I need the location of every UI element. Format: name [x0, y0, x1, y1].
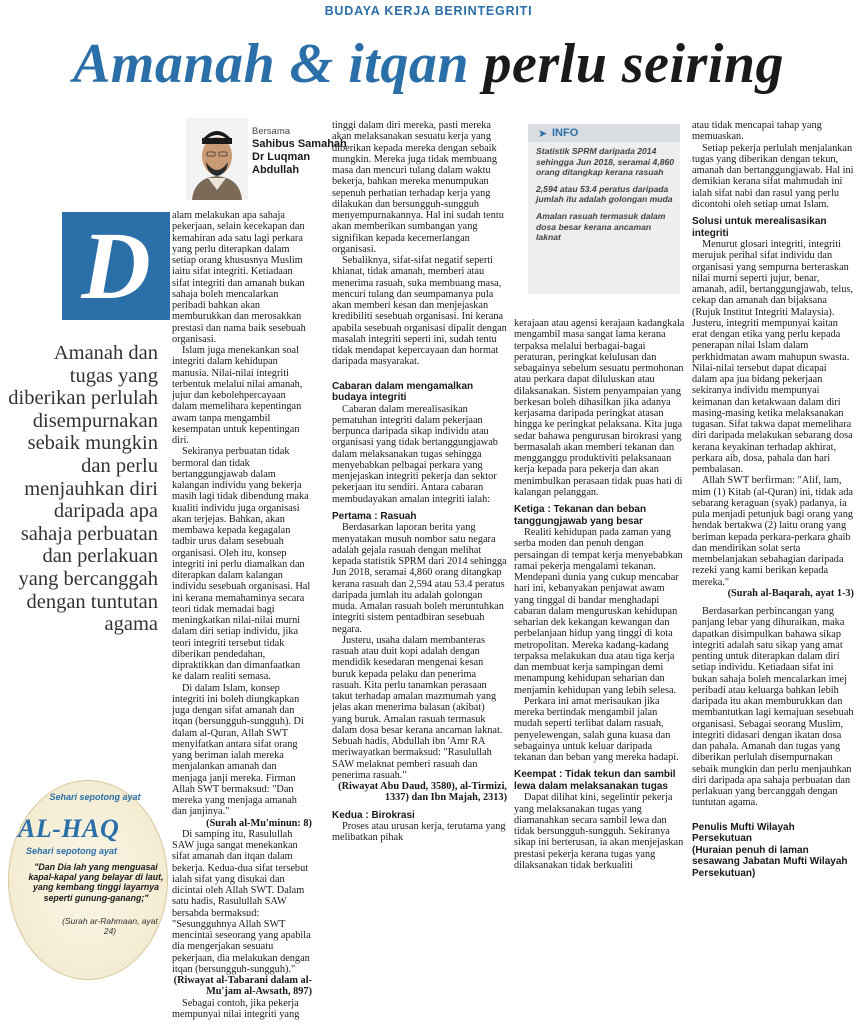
- paragraph: atau tidak mencapai tahap yang memuaskan.: [692, 120, 822, 143]
- byline-name-1: Sahibus Samahah: [252, 138, 347, 150]
- info-title: INFO: [552, 127, 579, 139]
- paragraph: Perkara ini amat merisaukan jika mereka bertindak mengambil jalan mudah seperti terlibat dalam rasuah, penyelewengan, salah guna kuasa dan sebagainya untuk keluar daripada tekanan dan beban yang mereka hadapi.: [514, 695, 679, 763]
- subheading: Pertama : Rasuah: [332, 510, 417, 522]
- paragraph: tinggi dalam diri mereka, pasti mereka akan melaksanakan sesuatu kerja yang diberikan kepada mereka dengan sebaik mungkin. Mereka juga tidak membuang masa dan mencuri tulang dalam waktu bekerja, bahkan mereka menumpukan sepenuh perhatian terhadap kerja yang dilakukan dan bersungguh-sungguh menyempurnakannya. Hal ini sudah tentu akan memberikan sumbangan yang signifikan kepada kecemerlangan organisasi.: [332, 120, 504, 255]
- al-haq-badge: [0, 770, 172, 982]
- subheading: Cabaran dalam mengamalkan budaya integriti: [332, 380, 474, 403]
- paragraph: Berdasarkan laporan berita yang menyatakan musuh nombor satu negara adalah gejala rasuah dengan melihat kepada statistik SPRM dari 2014 sehingga Jun 2018, seramai 4,860 orang ditangkap kerana rasuah dan 2,594 atau 53.4 peratus daripada jumlah itu adalah golongan muda. Amalan rasuah boleh meruntuhkan integriti sistem pentadbiran sesebuah negara.: [332, 522, 507, 635]
- paragraph: Allah SWT berfirman: "Alif, lam, mim (1) Kitab (al-Quran) ini, tidak ada sebarang keraguan (syak) padanya, ia pula menjadi petunjuk bagi orang yang hendak bertakwa (2) laitu orang yang beriman kepada perkara-perkara ghaib dan mendirikan solat serta membelanjakan sebahagian daripada rezeki yang kami berikan kepada mereka.": [692, 475, 853, 588]
- info-item: Amalan rasuah termasuk dalam dosa besar kerana ancaman laknat: [536, 210, 666, 243]
- info-header: [528, 124, 680, 142]
- section-kicker: BUDAYA KERJA BERINTEGRITI: [324, 4, 533, 18]
- info-arrow-icon: ➤: [538, 127, 548, 140]
- citation: (Surah al-Baqarah, ayat 1-3): [727, 587, 854, 599]
- byline-label: Bersama: [252, 126, 291, 137]
- citation: (Riwayat al-Tabarani dalam al-Mu'jam al-Awsath, 897): [173, 975, 312, 998]
- paragraph: Realiti kehidupan pada zaman yang serba moden dan penuh dengan persaingan di tempat kerja menyebabkan ramai pekerja mengalami tekanan. Mendepani dunia yang cukup mencabar hari ini, kebanyakan penjawat awam yang tinggal di bandar menghadapi cabaran dalam menguruskan kehidupan seharian dek kekangan kewangan dan perbelanjaan hidup yang tinggi di kota metropolitan. Mereka kadang-kadang terpaksa melakukan dua atau tiga kerja dan membuat kerja sampingan demi menampung kehidupan seharian dan menjamin kehidupan yang lebih selesa.: [514, 527, 683, 696]
- headline-part-2: perlu seiring: [483, 33, 785, 95]
- paragraph: Di samping itu, Rasulullah SAW juga sangat menekankan sifat amanah dan itqan dalam bekerja. Kedua-dua sifat tersebut ialah sifat yang disukai dan dicintai oleh Allah SWT. Dalam satu hadis, Rasulullah SAW bersabda bermaksud: "Sesungguhnya Allah SWT mencintai seseorang yang apabila dia mengerjakan sesuatu pekerjaan, dia melakukan dengan itqan (bersungguh-sungguh).": [172, 828, 311, 975]
- article-column-3: [514, 318, 686, 1020]
- badge-verse: "Dan Dia lah yang menguasai kapal-kapal yang belayar di laut, yang kembang tinggi layarnya seperti gunung-ganang;": [28, 862, 164, 903]
- author-note: (Huraian penuh di laman sesawang Jabatan Mufti Wilayah Persekutuan): [692, 844, 848, 879]
- byline-name-3: Abdullah: [252, 164, 300, 176]
- author-photo: [186, 118, 248, 200]
- paragraph: Sekiranya perbuatan tidak bermoral dan tidak bertanggungjawab dalam kalangan individu yang bekerja masih lagi tidak dibendung maka kualiti individu juga organisasi akan terjejas. Bahkan, akan membawa kepada kegagalan tadbir urus dalam sesebuah organisasi. Oleh itu, konsep integriti ini perlu diamalkan dan diterapkan dalam kalangan individu sesebuah organisasi. Hal ini kerana memahaminya secara teori tidak memadai bagi meningkatkan nilai-nilai murni dalam diri setiap individu, jika teori integriti tersebut tidak diberikan pendedahan, dipraktikkan dan dimanfaatkan ke dalam realiti semasa.: [172, 446, 311, 683]
- info-box: [528, 124, 680, 294]
- paragraph: Justeru, usaha dalam membanteras rasuah atau duit kopi adalah dengan mendidik kesedaran mengenai kesan buruk kepada pelaku dan penerima rasuah. Kita perlu tanamkan perasaan takut terhadap amalan mazmumah yang jelas akan menerima balasan (akibat) yang buruk. Amalan rasuah termasuk dalam dosa besar kerana ancaman laknat. Sebuah hadis, Abdullah ibn 'Amr RA meriwayatkan bermaksud: "Rasulullah SAW melaknat pemberi rasuah dan penerima rasuah.": [332, 634, 503, 781]
- byline-name-2: Dr Luqman: [252, 151, 311, 163]
- paragraph: Di dalam Islam, konsep integriti ini boleh diungkapkan juga dengan sifat amanah dan itqan (bersungguh-sungguh). Di dalam al-Quran, Allah SWT menyifatkan antara sifat orang yang beriman ialah mereka menjalankan amanah dan menjaga janji mereka. Firman Allah SWT bermaksud: "Dan mereka yang menjaga amanah dan janjinya.": [172, 682, 304, 818]
- citation: (Riwayat Abu Daud, 3580), al-Tirmizi, 1337) dan Ibn Majah, 2313): [338, 781, 507, 804]
- paragraph: kerajaan atau agensi kerajaan kadangkala mengambil masa sangat lama kerana terpaksa melalui berbagai-bagai peraturan, peringkat kelulusan dan sebagainya sebelum sesuatu permohonan atau perkara dapat diluluskan atau dilaksanakan. Sistem penyampaian yang berkesan boleh dihasilkan jika adanya kerjasama daripada peringkat atasan hingga ke peringkat pelaksana. Kita juga sedar bahawa pengurusan birokrasi yang bermasalah akan memberi tekanan dan mengganggu produktiviti pelaksanaan kerja kepada para pekerja dan akan menimbulkan perasaan tidak puas hati di kalangan pelanggan.: [514, 318, 685, 498]
- badge-tagline: Sehari sepotong ayat: [26, 846, 118, 856]
- paragraph: Menurut glosari integriti, integriti merujuk perihal sifat individu dan organisasi yang sempurna berteraskan nilai murni seperti jujur, benar, amanah, adil, bertanggungjawab, telus, cekap dan amanah dan bijaksana (Rujuk Institut Integriti Malaysia). Justeru, integriti mempunyai kaitan erat dengan etika yang perlu kepada penerapan nilai Islam dalam perkhidmatan awam mahupun swasta. Nilai-nilai tersebut dapat dicapai dalam apa jua bidang pekerjaan sekiranya individu mempunyai keimanan dan ketakwaan dalam diri masing-masing ketika melaksanakan tugasan. Sifat takwa dapat memelihara diri daripada melakukan sebarang dosa kerana keyakinan terhadap akhirat, perkara aib, dosa, pahala dan hari pembalasan.: [692, 239, 853, 475]
- info-item: 2,594 atau 53.4 peratus daripada jumlah itu adalah golongan muda: [536, 183, 673, 205]
- badge-source: (Surah ar-Rahmaan, ayat 24): [62, 916, 158, 936]
- info-item: Statistik SPRM daripada 2014 sehingga Jun 2018, seramai 4,860 orang ditangkap kerana rasuah: [536, 146, 675, 178]
- drop-cap: D: [62, 212, 170, 320]
- paragraph: Cabaran dalam merealisasikan pematuhan integriti dalam pekerjaan berpunca daripada sikap individu atau organisasi yang tidak bertanggungjawab dalam melaksanakan tugas sehingga menyebabkan pelbagai perkara yang menjejaskan integriti pekerja dan sektor pekerjaan itu sendiri. Antara cabaran membudayakan amalan integriti ialah:: [332, 403, 498, 505]
- article-column-4: [692, 120, 854, 1020]
- article-column-1: [172, 210, 312, 1020]
- paragraph: alam melakukan apa sahaja pekerjaan, selain kecekapan dan kemahiran ada satu lagi perkara yang perlu diterapkan dalam setiap orang khususnya Muslim iaitu sifat integriti. Ketiadaan sifat integriti dan amanah bukan sahaja boleh mencalarkan peribadi bahkan akan memburukkan dan merosakkan prestasi dan nama baik sesebuah organisasi.: [172, 210, 306, 345]
- citation: (Surah al-Mu'minun: 8): [206, 817, 312, 829]
- info-body: [536, 146, 676, 249]
- pull-quote: Amanah dan tugas yang diberikan perlulah disempurnakan sebaik mungkin dan perlu menjauhkan diri daripada apa sahaja perbuatan dan perlakuan yang bercanggah dengan tuntutan agama: [8, 342, 158, 636]
- author-credit: Penulis Mufti Wilayah Persekutuan: [692, 821, 795, 844]
- paragraph: Sebagai contoh, jika pekerja mempunyai nilai integriti yang: [172, 997, 300, 1020]
- badge-arc-text: Sehari sepotong ayat: [49, 792, 141, 802]
- subheading: Keempat : Tidak tekun dan sambil lewa dalam melaksanakan tugas: [514, 769, 676, 792]
- badge-title: AL-HAQ: [18, 814, 120, 843]
- subheading: Solusi untuk merealisasikan integriti: [692, 216, 827, 239]
- paragraph: Setiap pekerja perlulah menjalankan tugas yang diberikan dengan tekun, amanah dan bertanggungjawab. Hal ini demikian kerana sifat mahmudah ini ialah sifat nabi dan rasul yang perlu dicontohi oleh setiap umat Islam.: [692, 142, 854, 210]
- paragraph: Berdasarkan perbincangan yang panjang lebar yang dihuraikan, maka dapatkan disimpulkan bahawa sikap integriti adalah satu sikap yang amat penting untuk diterapkan dalam diri setiap individu. Ketiadaan sifat ini bukan sahaja boleh mencalarkan imej peribadi atau keluarga bahkan lebih daripada itu akan memburukkan dan membantutkan lagi kemajuan sesebuah organisasi. Sebagai seorang Muslim, integriti didasari dengan ikatan dosa dan pahala. Amanah dan tugas yang diberikan perlulah disempurnakan sebaik mungkin dan perlu menjauhkan diri daripada apa sahaja perbuatan dan perlakuan yang bercanggah dengan tuntutan agama.: [692, 606, 854, 809]
- paragraph: Proses atau urusan kerja, terutama yang melibatkan pihak: [332, 821, 506, 844]
- headline-part-1: Amanah & itqan: [72, 33, 469, 95]
- paragraph: Sebaliknya, sifat-sifat negatif seperti khianat, tidak amanah, memberi atau menerima rasuah, suka membuang masa, mencuri tulang dan seumpamanya pula akan memberi kesan dan menjejaskan kredibiliti sesebuah organisasi. Ini kerana apabila sesebuah organisasi dipalit dengan masalah integriti seperti ini, sudah tentu tidak mendapat kepercayaan dan hormat daripada masyarakat.: [332, 255, 507, 368]
- paragraph: Islam juga menekankan soal integriti dalam kehidupan manusia. Nilai-nilai integriti terbentuk melalui nilai amanah, jujur dan kebolehpercayaan dalam memelihara kepentingan awam tanpa mengambil kesempatan untuk kepentingan diri.: [172, 345, 303, 446]
- headline: [0, 22, 857, 106]
- subheading: Ketiga : Tekanan dan beban tanggungjawab yang besar: [514, 504, 647, 527]
- article-column-2: [332, 120, 507, 1020]
- subheading: Kedua : Birokrasi: [332, 809, 415, 821]
- paragraph: Dapat dilihat kini, segelintir pekerja yang melaksanakan tugas yang diamanahkan secara sambil lewa dan tidak bersungguh-sungguh. Sekiranya sikap ini berterusan, ia akan menjejaskan prestasi pekerja kerana tugas yang dilaksanakan tidak berkualiti: [514, 792, 684, 871]
